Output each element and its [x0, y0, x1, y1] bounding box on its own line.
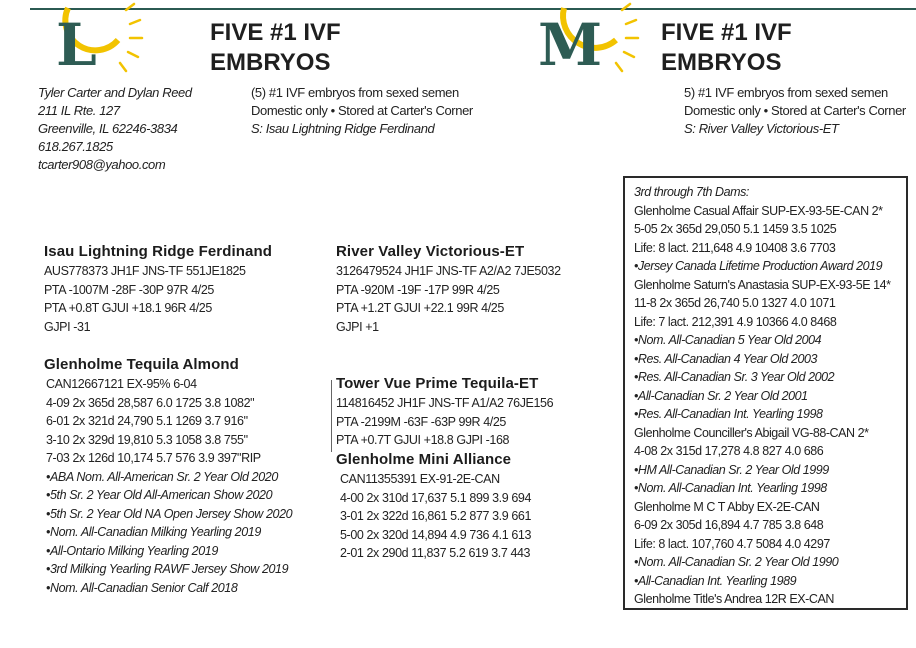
mgs-right-block	[336, 374, 553, 450]
dams-box-line: •Nom. All-Canadian Sr. 2 Year Old 1990	[634, 555, 839, 569]
left-info-line: Domestic only • Stored at Carter's Corner	[251, 103, 473, 118]
left-title-line1: FIVE #1 IVF	[210, 19, 341, 46]
dams-box-line: •All-Canadian Sr. 2 Year Old 2001	[634, 388, 808, 403]
right-info-line: 5) #1 IVF embryos from sexed semen	[684, 85, 888, 100]
dam-left-line: 4-09 2x 365d 28,587 6.0 1725 3.8 1082"	[46, 395, 255, 410]
dams-box-line: •HM All-Canadian Sr. 2 Year Old 1999	[634, 462, 829, 477]
dam-right-name: Glenholme Mini Alliance	[336, 451, 512, 468]
contact-block	[38, 84, 192, 174]
dam-left-lines	[46, 375, 292, 597]
right-title	[661, 18, 792, 78]
pedigree-connector	[331, 380, 332, 452]
sire-left-line: PTA +0.8T GJUI +18.1 96R 4/25	[44, 301, 212, 315]
dam-left-line: •5th Sr. 2 Year Old All-American Show 2020	[46, 488, 273, 502]
sire-left-block	[44, 242, 272, 336]
sire-left-line: GJPI -31	[44, 319, 91, 334]
left-info-sire: S: Isau Lightning Ridge Ferdinand	[251, 121, 435, 136]
logo-letter: M	[538, 11, 603, 79]
dams-box-line: Glenholme Saturn's Anastasia SUP-EX-93-5E 14*	[634, 277, 891, 292]
dams-box-line: Glenholme Casual Affair SUP-EX-93-5E-CAN 2*	[634, 203, 883, 218]
dams-box-line: Glenholme Title's Andrea 12R EX-CAN	[634, 592, 834, 606]
dam-right-block	[336, 450, 531, 563]
contact-email[interactable]: tcarter908@yahoo.com	[38, 157, 166, 172]
sun-icon	[30, 0, 170, 80]
dam-left-line: •Nom. All-Canadian Milking Yearling 2019	[46, 525, 261, 539]
dams-box-line: 11-8 2x 365d 26,740 5.0 1327 4.0 1071	[634, 296, 836, 310]
contact-street: 211 IL Rte. 127	[38, 103, 120, 118]
dams-box-line: •All-Canadian Int. Yearling 1989	[634, 573, 797, 588]
dams-box-line: Life: 7 lact. 212,391 4.9 10366 4.0 8468	[634, 314, 837, 329]
dam-right-line: 5-00 2x 320d 14,894 4.9 736 4.1 613	[340, 527, 532, 542]
mgs-right-name: Tower Vue Prime Tequila-ET	[336, 375, 539, 392]
contact-phone: 618.267.1825	[38, 139, 113, 154]
right-title-line1: FIVE #1 IVF	[661, 19, 792, 46]
dams-box-line: Glenholme M C T Abby EX-2E-CAN	[634, 499, 820, 514]
left-title-line2: EMBRYOS	[210, 49, 331, 76]
dam-right-line: 2-01 2x 290d 11,837 5.2 619 3.7 443	[340, 546, 531, 560]
dams-box-line: 4-08 2x 315d 17,278 4.8 827 4.0 686	[634, 444, 824, 458]
logo-m	[520, 0, 670, 80]
dam-left-line: •All-Ontario Milking Yearling 2019	[46, 543, 218, 558]
dams-box-line: •Jersey Canada Lifetime Production Award 2019	[634, 259, 883, 273]
dams-box	[623, 176, 908, 610]
dam-left-line: •ABA Nom. All-American Sr. 2 Year Old 2020	[46, 469, 278, 484]
dams-box-line: •Res. All-Canadian Int. Yearling 1998	[634, 407, 823, 421]
dams-box-line: •Res. All-Canadian Sr. 3 Year Old 2002	[634, 370, 835, 384]
dams-box-line: •Nom. All-Canadian Int. Yearling 1998	[634, 481, 827, 495]
dam-left-line: 3-10 2x 329d 19,810 5.3 1058 3.8 755"	[46, 432, 248, 447]
dam-right-line: 4-00 2x 310d 17,637 5.1 899 3.9 694	[340, 490, 532, 505]
dam-left-name: Glenholme Tequila Almond	[44, 356, 239, 373]
left-title	[210, 18, 341, 78]
contact-city: Greenville, IL 62246-3834	[38, 121, 178, 136]
dam-left-line: 6-01 2x 321d 24,790 5.1 1269 3.7 916"	[46, 414, 248, 428]
dam-left-line: CAN12667121 EX-95% 6-04	[46, 377, 197, 391]
right-title-line2: EMBRYOS	[661, 49, 782, 76]
sire-right-block	[336, 242, 561, 336]
contact-names: Tyler Carter and Dylan Reed	[38, 85, 192, 100]
dams-box-line: Life: 8 lact. 107,760 4.7 5084 4.0 4297	[634, 536, 830, 551]
sire-left-line: AUS778373 JH1F JNS-TF 551JE1825	[44, 264, 246, 278]
sire-left-name: Isau Lightning Ridge Ferdinand	[44, 243, 272, 260]
dams-box-line: 3rd through 7th Dams:	[634, 185, 749, 199]
mgs-right-line: PTA -2199M -63F -63P 99R 4/25	[336, 414, 506, 429]
dams-box-line: Life: 8 lact. 211,648 4.9 10408 3.6 7703	[634, 240, 836, 255]
dams-box-line: 5-05 2x 365d 29,050 5.1 1459 3.5 1025	[634, 222, 837, 236]
sire-right-line: 3126479524 JH1F JNS-TF A2/A2 7JE5032	[336, 264, 561, 278]
dam-left-block	[44, 355, 292, 597]
sire-right-line: GJPI +1	[336, 319, 379, 334]
logo-letter: L	[56, 11, 97, 79]
sire-right-line: PTA +1.2T GJUI +22.1 99R 4/25	[336, 301, 504, 315]
dams-box-line: Glenholme Counciller's Abigail VG-88-CAN 2*	[634, 425, 869, 440]
right-info-line: Domestic only • Stored at Carter's Corner	[684, 103, 906, 118]
right-info-sire: S: River Valley Victorious-ET	[684, 121, 839, 136]
dam-right-line: 3-01 2x 322d 16,861 5.2 877 3.9 661	[340, 509, 532, 523]
left-info-line: (5) #1 IVF embryos from sexed semen	[251, 85, 459, 100]
dam-left-line: •5th Sr. 2 Year Old NA Open Jersey Show 2020	[46, 506, 293, 521]
right-info	[684, 84, 906, 138]
sire-right-line: PTA -920M -19F -17P 99R 4/25	[336, 282, 500, 297]
dams-box-line: •Nom. All-Canadian 5 Year Old 2004	[634, 333, 822, 347]
dam-left-line: 7-03 2x 126d 10,174 5.7 576 3.9 397"RIP	[46, 451, 261, 465]
sire-right-name: River Valley Victorious-ET	[336, 243, 525, 260]
left-info	[251, 84, 473, 138]
dams-box-line: •Res. All-Canadian 4 Year Old 2003	[634, 351, 817, 366]
mgs-right-line: PTA +0.7T GJUI +18.8 GJPI -168	[336, 433, 510, 447]
dam-right-line: CAN11355391 EX-91-2E-CAN	[340, 472, 500, 486]
sire-left-line: PTA -1007M -28F -30P 97R 4/25	[44, 282, 214, 297]
dams-box-lines	[634, 183, 906, 609]
dam-left-line: •Nom. All-Canadian Senior Calf 2018	[46, 580, 238, 595]
mgs-right-line: 114816452 JH1F JNS-TF A1/A2 76JE156	[336, 396, 554, 410]
dam-left-line: •3rd Milking Yearling RAWF Jersey Show 2019	[46, 562, 289, 576]
dams-box-line: 6-09 2x 305d 16,894 4.7 785 3.8 648	[634, 518, 824, 532]
logo-l	[30, 0, 170, 80]
